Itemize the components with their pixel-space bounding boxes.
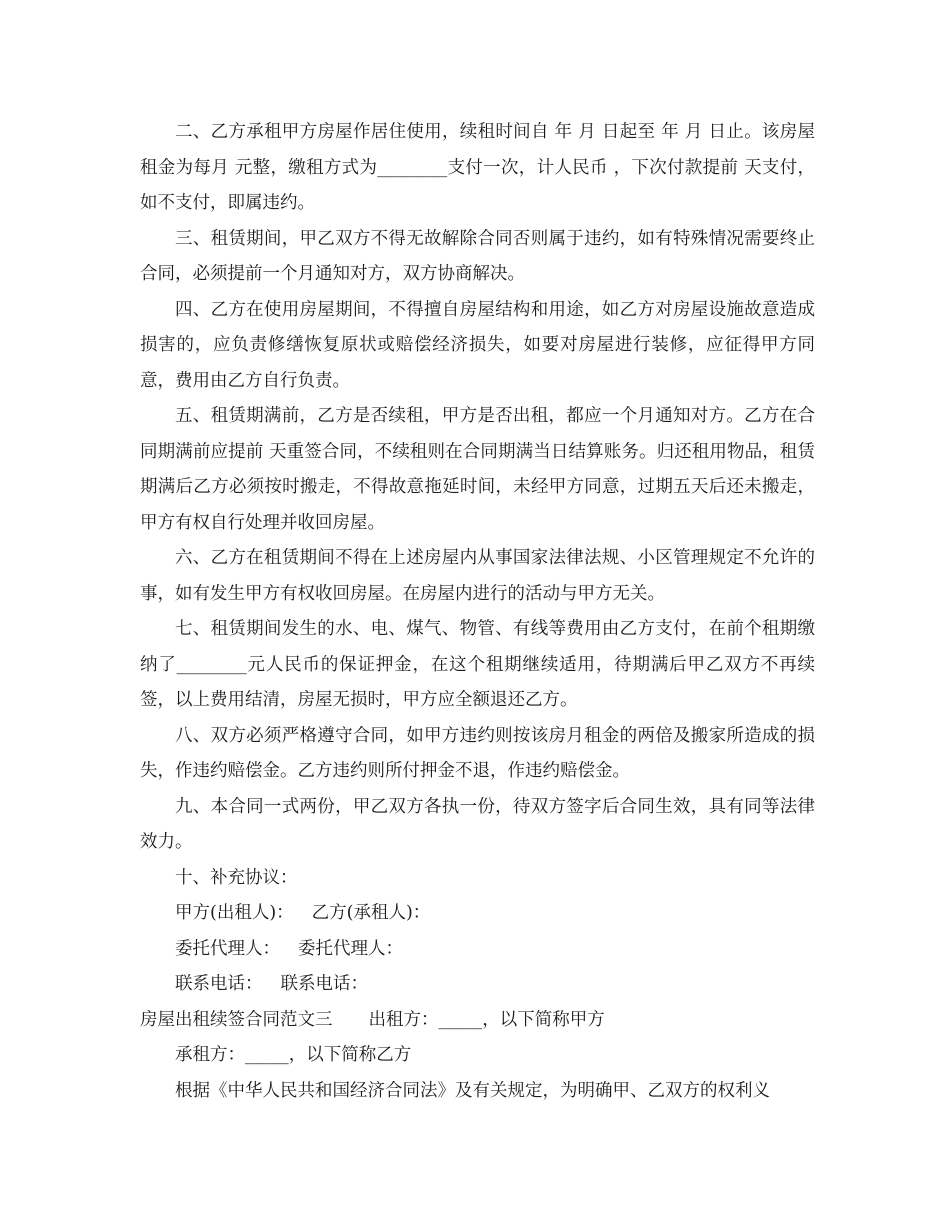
clause-10-supplement: 十、补充协议： <box>175 867 298 888</box>
signature-parties-row <box>140 896 815 932</box>
clause-6: 六、乙方在租赁期间不得在上述房屋内从事国家法律法规、小区管理规定不允许的事，如有发生甲方有权收回房屋。在房屋内进行的活动与甲方无关。 <box>140 548 815 604</box>
clause-8: 八、双方必须严格遵守合同，如甲方违约则按该房月租金的两倍及搬家所造成的损失，作违约赔偿金。乙方违约则所付押金不退，作违约赔偿金。 <box>140 725 815 781</box>
party-b-label: 乙方(承租人)： <box>311 903 431 923</box>
agent-b-label: 委托代理人： <box>298 938 403 959</box>
phone-a-label: 联系电话： <box>175 974 263 994</box>
clause-3: 三、租赁期间，甲乙双方不得无故解除合同否则属于违约，如有特殊情况需要终止合同，必须提前一个月通知对方，双方协商解决。 <box>140 228 815 284</box>
clause-4: 四、乙方在使用房屋期间，不得擅自房屋结构和用途，如乙方对房屋设施故意造成损害的，应负责修缮恢复原状或赔偿经济损失，如要对房屋进行装修，应征得甲方同意，费用由乙方自行负责。 <box>140 299 815 391</box>
party-a-label: 甲方(出租人)： <box>175 903 294 923</box>
signature-phones-row <box>140 967 815 1003</box>
agent-a-label: 委托代理人： <box>175 938 280 959</box>
template-header-row <box>140 1003 815 1039</box>
lessee-line: 承租方：_____，以下简称乙方 <box>175 1045 412 1065</box>
clause-7: 七、租赁期间发生的水、电、煤气、物管、有线等费用由乙方支付，在前个租期缴纳了________元人民币的保证押金，在这个租期继续适用，待期满后甲乙双方不再续签，以上费用结清，房屋无损时，甲方应全额退还乙方。 <box>140 619 815 710</box>
clause-9: 九、本合同一式两份，甲乙双方各执一份，待双方签字后合同生效，具有同等法律效力。 <box>140 796 815 852</box>
lessor-line: 出租方：_____，以下简称甲方 <box>368 1009 605 1030</box>
template-title: 房屋出租续签合同范文三 <box>140 1009 333 1030</box>
clause-2: 二、乙方承租甲方房屋作居住使用，续租时间自 年 月 日起至 年 月 日止。该房屋租金为每月 元整，缴租方式为________支付一次，计人民币 ，下次付款提前 天支付，如不支付，即属违约。 <box>140 122 815 213</box>
preamble-paragraph: 根据《中华人民共和国经济合同法》及有关规定，为明确甲、乙双方的权利义 <box>175 1080 770 1101</box>
phone-b-label: 联系电话： <box>280 974 368 994</box>
clause-5: 五、租赁期满前，乙方是否续租，甲方是否出租，都应一个月通知对方。乙方在合同期满前应提前 天重签合同，不续租则在合同期满当日结算账务。归还租用物品，租赁期满后乙方必须按时搬走，不得故意拖延时间，未经甲方同意，过期五天后还未搬走，甲方有权自行处理并收回房屋。 <box>140 406 815 533</box>
signature-agents-row <box>140 932 815 968</box>
document-body <box>140 115 815 1109</box>
